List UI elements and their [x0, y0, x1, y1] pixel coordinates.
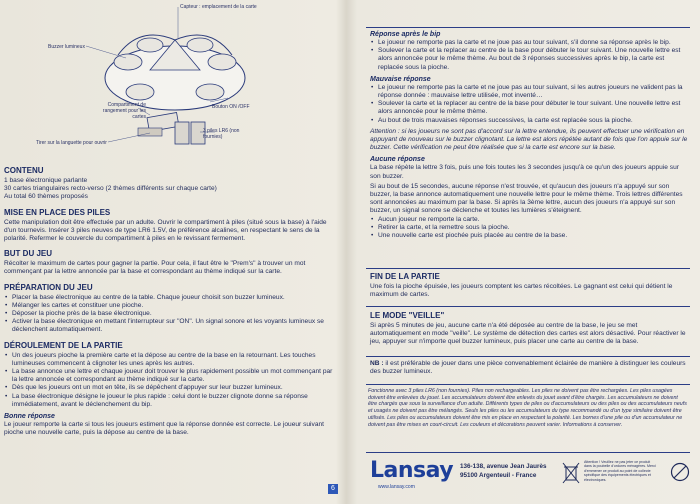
- list-item: • Dès que les joueurs ont un mot en tête, ils se dépêchent d'appuyer sur leur buzzer lumineux.: [12, 384, 334, 392]
- piles-text: Cette manipulation doit être effectuée par un adulte. Ouvrir le compartiment à piles (situé sous la base) à l'aide d'un tournevis. Insérer 3 piles neuves de type LR6 1.5V, de préférence alcalines, en respectant le sens de la polarité. Refermer le couvercle du compartiment à piles en le revissant fermement.: [4, 218, 327, 243]
- list-item: • Au bout de trois mauvaises réponses successives, la carte est replacée sous la pioche.: [378, 117, 688, 125]
- aucune-list: [370, 216, 688, 241]
- divider: [366, 306, 690, 307]
- divider: [366, 384, 690, 385]
- divider: [366, 268, 690, 269]
- mauvaise-list: [370, 84, 688, 125]
- contenu-line: 1 base électronique parlante: [4, 177, 88, 184]
- weee-note: Attention ! Veuillez ne pas jeter ce produit dans la poubelle d'ordures ménagères. Merci d'emmener ce produit au point de collecte spécifique des équipements électriques et électroniques.: [584, 460, 656, 482]
- label-sensor: Capteur : emplacement de la carte: [180, 4, 257, 10]
- veille-title: LE MODE "VEILLE": [370, 311, 445, 320]
- section-contenu: [4, 160, 334, 437]
- mauvaise-title: Mauvaise réponse: [370, 75, 431, 83]
- bonne-text: Le joueur remporte la carte si tous les joueurs estiment que la réponse donnée est correcte. Le joueur suivant pioche une nouvelle carte, puis la dépose au centre de la base.: [4, 421, 324, 437]
- preparation-list: [4, 294, 334, 335]
- list-item: • Le joueur ne remporte pas la carte et ne joue pas au tour suivant, s'il donne sa réponse après le bip.: [378, 39, 688, 47]
- divider: [366, 452, 690, 453]
- divider: [366, 27, 690, 28]
- divider: [366, 356, 690, 357]
- label-batteries: 3 piles LR6 (non fournies): [203, 128, 240, 140]
- deroulement-list: [4, 352, 334, 409]
- lansay-logo: Lansay: [370, 458, 454, 483]
- left-page: [0, 0, 346, 504]
- section-nb: [370, 360, 688, 376]
- list-item: • Placer la base électronique au centre de la table. Chaque joueur choisit son buzzer lumineux.: [12, 294, 334, 302]
- contenu-line: 30 cartes triangulaires recto-verso (2 thèmes différents sur chaque carte): [4, 185, 217, 193]
- attention-text: Attention : si les joueurs ne sont pas d'accord sur la lettre entendue, ils peuvent effectuer une vérification en appuyant de nouveau sur le buzzer clignotant. La lettre est alors répétée autant de fois que l'on appuie sur le buzzer. Cette vérification ne peut être réalisée que si la carte est encore sur la base.: [370, 127, 688, 152]
- apresbip-title: Réponse après le bip: [370, 31, 441, 38]
- section-fin: [370, 270, 688, 299]
- right-page: [352, 0, 700, 504]
- list-item: • Le joueur ne remporte pas la carte et ne joue pas au tour suivant, si les autres joueurs ne valident pas la réponse donnée : mauvaise lettre utilisée, mot inventé…: [378, 84, 688, 100]
- label-onoff: Bouton ON /OFF: [212, 104, 250, 110]
- weee-bin-icon: [562, 462, 580, 484]
- deroulement-title: DÉROULEMENT DE LA PARTIE: [4, 340, 123, 350]
- label-compartment: Compartiment de rangement pour les cartes: [102, 102, 146, 120]
- nb-label: NB :: [370, 360, 384, 367]
- fin-title: FIN DE LA PARTIE: [370, 272, 440, 281]
- list-item: • Aucun joueur ne remporte la carte.: [378, 216, 688, 224]
- list-item: • Un des joueurs pioche la première carte et la dépose au centre de la base en la retournant. Les touches lumineuses commencent à clignoter les unes après les autres.: [12, 352, 334, 368]
- list-item: • Activer la base électronique en mettant l'interrupteur sur "ON". Un signal sonore et les voyants lumineux se déclenchent automatiquement.: [12, 318, 334, 334]
- preparation-title: PRÉPARATION DU JEU: [4, 282, 93, 292]
- battery-note: Fonctionne avec 3 piles LR6 (non fournies). Piles non rechargeables. Les piles ne doivent pas être rechargées. Les piles usagées doivent être enlevées du jouet. Les accumulateurs doivent être enlevés du jouet avant d'être chargés. Les accumulateurs ne doivent être chargés que sous la surveillance d'un adulte. Différents types de piles ou d'accumulateurs ou des piles ou des accumulateurs neufs et usagés ne doivent pas être mélangés. Seuls les piles ou les accumulateurs du type recommandé ou d'un type similaire doivent être utilisés. Les piles ou accumulateurs doivent être mis en place en respectant la polarité. Les bornes d'une pile ou d'un accumulateur ne doivent pas être mises en court-circuit. Les couleurs et décorations peuvent varier. Informations à conserver.: [368, 388, 687, 428]
- veille-text: Si après 5 minutes de jeu, aucune carte n'a été déposée au centre de la base, le jeu se met automatiquement en mode "veille". Le système de détection des cartes est alors désactivé. Pour réactiver le jeu, appuyer sur n'importe quel buzzer lumineux, puis placer une carte au centre de la base.: [370, 322, 686, 346]
- bonne-title: Bonne réponse: [4, 413, 55, 421]
- section-regles: [370, 30, 688, 240]
- aucune-text: Si au bout de 15 secondes, aucune réponse n'est trouvée, et qu'aucun des joueurs n'a appuyé sur son buzzer, la base annonce automatiquement une nouvelle lettre pour le même thème. Trois lettres différentes sont annoncées au maximum par la base. Si après la 3ème lettre, aucun des joueurs n'a appuyé sur son buzzer, un signal sonore se déclenche et toutes les lumières s'éteignent.: [370, 182, 683, 215]
- section-veille: [370, 308, 688, 347]
- logo-url: www.lansay.com: [378, 484, 415, 490]
- but-text: Récolter le maximum de cartes pour gagner la partie. Pour cela, il faut être le "Prem's" à trouver un mot commençant par la lettre annoncée par la base et correspondant au thème indiqué sur la carte.: [4, 260, 306, 276]
- apresbip-list: [370, 39, 688, 72]
- list-item: • Soulever la carte et la replacer au centre de la base pour débuter le tour suivant. Une nouvelle lettre est alors annoncée pour le même thème. Au bout de 3 réponses successives après le bip, la carte est replacée sous la pioche.: [378, 47, 688, 72]
- device-diagram: [0, 0, 346, 160]
- but-title: BUT DU JEU: [4, 249, 53, 259]
- aucune-text: La base répète la lettre 3 fois, puis une fois toutes les 3 secondes jusqu'à ce qu'un des joueurs appuie sur son buzzer.: [370, 164, 679, 180]
- list-item: • La base électronique désigne le joueur le plus rapide : celui dont le buzzer clignote donne sa réponse immédiatement, avant le déclenchement du bip.: [12, 393, 334, 409]
- contenu-title: CONTENU: [4, 166, 44, 175]
- label-buzzer: Buzzer lumineux: [48, 44, 85, 50]
- piles-title: MISE EN PLACE DES PILES: [4, 207, 111, 217]
- list-item: • Une nouvelle carte est piochée puis placée au centre de la base.: [378, 232, 688, 240]
- page-number: 6: [328, 484, 338, 494]
- list-item: • La base annonce une lettre et chaque joueur doit trouver le plus rapidement possible un mot commençant par la lettre annoncée et correspondant au thème indiqué sur la carte.: [12, 368, 334, 384]
- list-item: • Retirer la carte, et la remettre sous la pioche.: [378, 224, 688, 232]
- fin-text: Une fois la pioche épuisée, les joueurs comptent les cartes récoltées. Le gagnant est celui qui détient le maximum de cartes.: [370, 283, 673, 299]
- address-line: 136-138, avenue Jean Jaurès: [460, 463, 547, 470]
- label-tab: Tirer sur la languette pour ouvrir: [36, 140, 107, 146]
- nb-text: il est préférable de jouer dans une pièce convenablement éclairée de manière à distinguer les couleurs des buzzer lumineux.: [370, 360, 686, 376]
- address-line: 95100 Argenteuil - France: [460, 472, 537, 479]
- contenu-line: Au total 60 thèmes proposés: [4, 193, 88, 201]
- list-item: • Soulever la carte et la replacer au centre de la base pour débuter le tour suivant. Une nouvelle lettre est alors annoncée pour le même thème.: [378, 100, 688, 116]
- list-item: • Déposer la pioche près de la base électronique.: [12, 310, 334, 318]
- company-address: [460, 462, 546, 480]
- list-item: • Mélanger les cartes et constituer une pioche.: [12, 302, 334, 310]
- age-warning-icon: [670, 462, 690, 482]
- aucune-title: Aucune réponse: [370, 156, 425, 164]
